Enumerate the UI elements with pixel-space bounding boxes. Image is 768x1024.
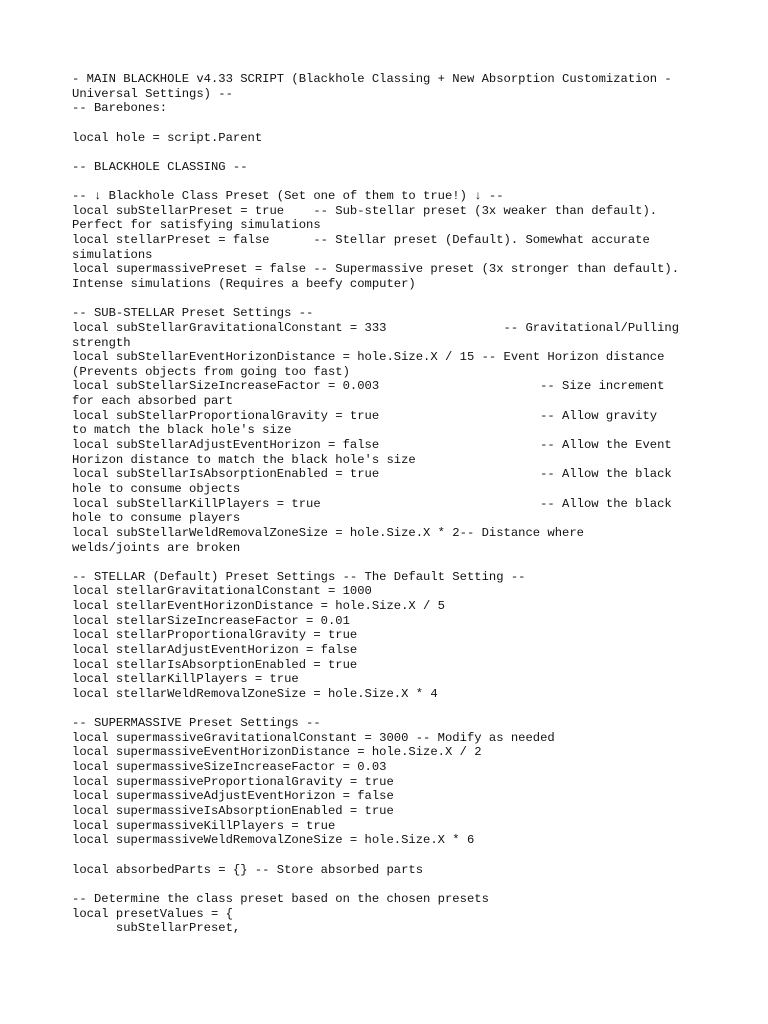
- code-line: local subStellarIsAbsorptionEnabled = true -- Allow the black: [72, 467, 672, 482]
- code-line: hole to consume players: [72, 511, 241, 526]
- code-line: local stellarIsAbsorptionEnabled = true: [72, 657, 358, 672]
- code-line: local supermassiveEventHorizonDistance = hole.Size.X / 2: [72, 745, 482, 760]
- code-line: Intense simulations (Requires a beefy computer): [72, 276, 416, 291]
- code-line: local stellarGravitationalConstant = 1000: [72, 584, 372, 599]
- document-page: [72, 72, 712, 936]
- code-line: -- BLACKHOLE CLASSING --: [72, 159, 248, 174]
- code-line: local subStellarSizeIncreaseFactor = 0.003 -- Size increment: [72, 379, 665, 394]
- code-line: welds/joints are broken: [72, 540, 241, 555]
- code-line: (Prevents objects from going too fast): [72, 364, 350, 379]
- code-line: hole to consume objects: [72, 481, 241, 496]
- code-line: [72, 702, 712, 717]
- code-line: local subStellarPreset = true -- Sub-stellar preset (3x weaker than default).: [72, 203, 658, 218]
- code-line: local stellarKillPlayers = true: [72, 672, 299, 687]
- code-line: -- SUB-STELLAR Preset Settings --: [72, 306, 314, 321]
- code-line: - MAIN BLACKHOLE v4.33 SCRIPT (Blackhole Classing + New Absorption Customization -: [72, 72, 672, 86]
- code-line: local supermassiveIsAbsorptionEnabled = true: [72, 804, 394, 819]
- code-line: local absorbedParts = {} -- Store absorbed parts: [72, 862, 424, 877]
- code-line: local stellarPreset = false -- Stellar preset (Default). Somewhat accurate: [72, 233, 650, 248]
- code-line: simulations: [72, 247, 153, 262]
- code-line: local supermassiveProportionalGravity = true: [72, 774, 394, 789]
- code-line: local supermassivePreset = false -- Supermassive preset (3x stronger than default).: [72, 262, 680, 277]
- code-line: local stellarEventHorizonDistance = hole.Size.X / 5: [72, 599, 445, 614]
- code-line: local supermassiveSizeIncreaseFactor = 0.03: [72, 760, 387, 775]
- code-line: to match the black hole's size: [72, 423, 292, 438]
- code-line: local supermassiveGravitationalConstant = 3000 -- Modify as needed: [72, 730, 555, 745]
- code-line: [72, 145, 712, 160]
- code-line: -- ↓ Blackhole Class Preset (Set one of them to true!) ↓ --: [72, 189, 504, 204]
- code-line: local supermassiveAdjustEventHorizon = false: [72, 789, 394, 804]
- code-line: strength: [72, 335, 131, 350]
- code-line: -- SUPERMASSIVE Preset Settings --: [72, 716, 321, 731]
- code-line: [72, 555, 712, 570]
- code-line: -- STELLAR (Default) Preset Settings -- The Default Setting --: [72, 569, 526, 584]
- code-line: Perfect for satisfying simulations: [72, 218, 321, 233]
- code-line: local presetValues = {: [72, 906, 233, 921]
- code-line: -- Determine the class preset based on the chosen presets: [72, 891, 489, 906]
- code-line: local subStellarAdjustEventHorizon = false -- Allow the Event: [72, 438, 672, 453]
- code-line: subStellarPreset,: [72, 921, 241, 936]
- code-line: local supermassiveKillPlayers = true: [72, 818, 336, 833]
- code-line: local stellarWeldRemovalZoneSize = hole.Size.X * 4: [72, 686, 438, 701]
- code-line: [72, 292, 712, 307]
- code-line: local supermassiveWeldRemovalZoneSize = hole.Size.X * 6: [72, 833, 475, 848]
- code-line: [72, 877, 712, 892]
- code-line: local subStellarEventHorizonDistance = hole.Size.X / 15 -- Event Horizon distance: [72, 350, 665, 365]
- code-line: [72, 174, 712, 189]
- code-line: local subStellarGravitationalConstant = 333 -- Gravitational/Pulling: [72, 320, 680, 335]
- code-line: local stellarAdjustEventHorizon = false: [72, 642, 358, 657]
- code-line: Universal Settings) --: [72, 86, 233, 101]
- code-line: local subStellarProportionalGravity = true -- Allow gravity: [72, 408, 658, 423]
- code-line: -- Barebones:: [72, 101, 168, 116]
- code-line: [72, 848, 712, 863]
- code-line: [72, 116, 712, 131]
- code-line: local stellarProportionalGravity = true: [72, 628, 358, 643]
- code-line: local stellarSizeIncreaseFactor = 0.01: [72, 613, 350, 628]
- code-line: Horizon distance to match the black hole's size: [72, 452, 416, 467]
- code-line: local hole = script.Parent: [72, 130, 263, 145]
- code-line: local subStellarWeldRemovalZoneSize = hole.Size.X * 2-- Distance where: [72, 525, 584, 540]
- code-line: local subStellarKillPlayers = true -- Allow the black: [72, 496, 672, 511]
- code-line: for each absorbed part: [72, 394, 233, 409]
